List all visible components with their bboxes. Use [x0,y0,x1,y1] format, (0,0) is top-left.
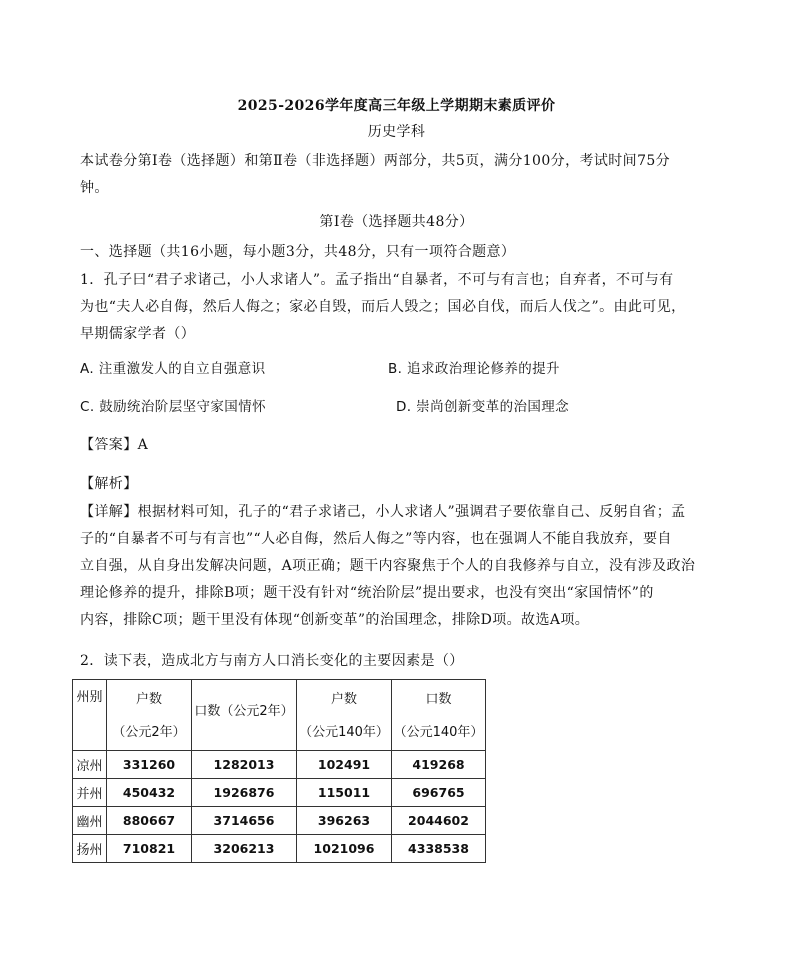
q1-stem-line-3: 早期儒家学者（） [80,326,196,342]
intro-text-line-1: 本试卷分第Ⅰ卷（选择题）和第Ⅱ卷（非选择题）两部分，共5页，满分100分，考试时间75分 [80,153,671,169]
q1-option-d: D. 崇尚创新变革的治国理念 [396,399,570,415]
header-households-140-bottom: （公元140年） [299,725,389,740]
section-instruction: 一、选择题（共16小题，每小题3分，共48分，只有一项符合题意） [80,244,516,260]
header-population-140 [392,680,486,751]
q1-detail-line-5: 内容，排除C项；题干里没有体现“创新变革”的治国理念，排除D项。故选A项。 [80,612,590,628]
cell-households-140: 102491 [297,751,392,779]
header-households-140-top: 户数 [330,692,357,707]
cell-region: 凉州 [73,751,107,779]
table-header-row [73,680,486,751]
header-population-140-bottom: （公元140年） [393,725,484,740]
cell-population-2: 1282013 [192,751,297,779]
cell-region: 扬州 [73,835,107,863]
cell-population-2: 3206213 [192,835,297,863]
cell-households-140: 1021096 [297,835,392,863]
q1-detail-line-1: 【详解】根据材料可知，孔子的“君子求诸己，小人求诸人”强调君子要依靠自己、反躬自省；孟 [80,504,686,520]
q1-option-c: C. 鼓励统治阶层坚守家国情怀 [80,399,267,415]
cell-region: 幽州 [73,807,107,835]
cell-population-140: 419268 [392,751,486,779]
header-region-label: 州别 [76,690,103,705]
q1-option-b: B. 追求政治理论修养的提升 [388,361,560,377]
intro-text-line-2: 钟。 [80,180,109,196]
table-row [73,835,486,863]
cell-households-140: 115011 [297,779,392,807]
cell-population-2: 3714656 [192,807,297,835]
header-households-140 [297,680,392,751]
cell-population-140: 4338538 [392,835,486,863]
population-table [72,679,486,863]
table-row [73,751,486,779]
q1-stem-line-2: 为也“夫人必自侮，然后人侮之；家必自毁，而后人毁之；国必自伐，而后人伐之”。由此可见， [80,299,686,315]
q1-answer: 【答案】A [80,437,149,453]
cell-households-2: 331260 [107,751,192,779]
cell-households-140: 396263 [297,807,392,835]
header-population-140-top: 口数 [425,692,452,707]
q1-detail-line-3: 立自强，从自身出发解决问题，A项正确；题干内容聚焦于个人的自我修养与自立，没有涉及政治 [80,558,696,574]
q1-stem-line-1: 1．孔子曰“君子求诸己，小人求诸人”。孟子指出“自暴者，不可与有言也；自弃者，不可与有 [80,272,674,288]
table-row [73,779,486,807]
q1-detail-line-2: 子的“自暴者不可与有言也”“人必自侮，然后人侮之”等内容，也在强调人不能自我放弃，要自 [80,531,672,547]
q1-option-a: A. 注重激发人的自立自强意识 [80,361,266,377]
cell-population-140: 2044602 [392,807,486,835]
header-population-2 [192,680,297,751]
q2-stem: 2．读下表，造成北方与南方人口消长变化的主要因素是（） [80,653,464,669]
subject-title: 历史学科 [367,124,426,140]
cell-households-2: 450432 [107,779,192,807]
header-population-2-label: 口数（公元2年） [194,704,294,719]
cell-population-2: 1926876 [192,779,297,807]
header-region [73,680,107,751]
header-households-2 [107,680,192,751]
header-households-2-bottom: （公元2年） [112,725,186,740]
q1-detail-line-4: 理论修养的提升，排除B项；题干没有针对“统治阶层”提出要求，也没有突出“家国情怀”的 [80,585,654,601]
header-households-2-top: 户数 [135,692,162,707]
part1-title: 第Ⅰ卷（选择题共48分） [319,214,474,230]
exam-title: 2025-2026学年度高三年级上学期期末素质评价 [237,98,556,114]
cell-households-2: 880667 [107,807,192,835]
table-row [73,807,486,835]
cell-region: 并州 [73,779,107,807]
q1-analysis-label: 【解析】 [80,476,138,492]
cell-population-140: 696765 [392,779,486,807]
cell-households-2: 710821 [107,835,192,863]
